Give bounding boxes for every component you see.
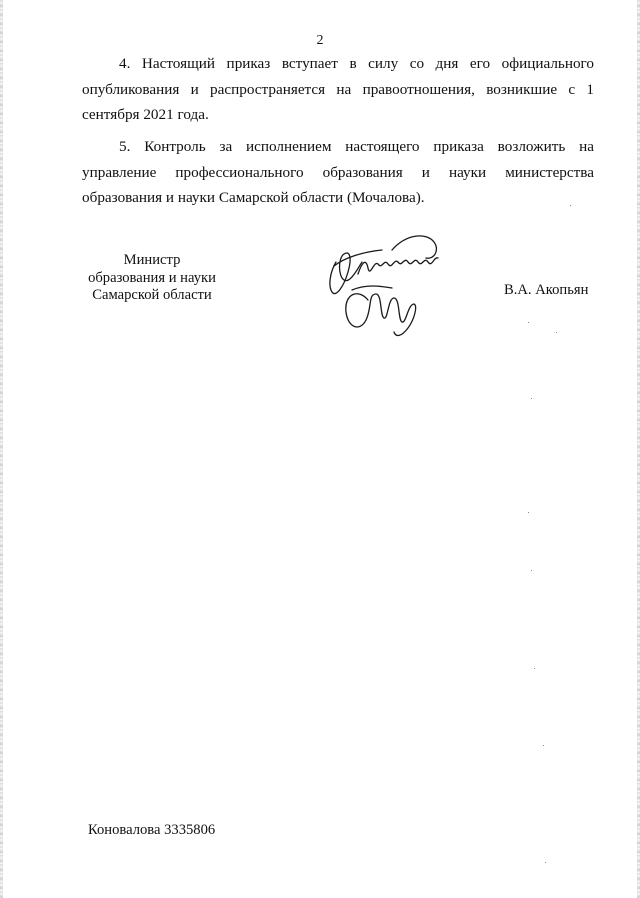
paragraph-item-4: 4. Настоящий приказ вступает в силу со дня его официального опубликования и распространяется на правоотношения, возникшие с 1 сентября 2021 года. [82,55,594,123]
scan-speck [534,668,535,669]
scan-speck [528,512,529,513]
page-number: 2 [316,33,324,48]
signatory-name: В.А. Акопьян [504,282,589,298]
signatory-position-line: образования и науки [88,269,216,286]
scan-edge-left [0,0,3,898]
scan-speck [531,570,532,571]
scan-speck [556,332,557,333]
signatory-position-line: Самарской области [92,287,212,303]
paragraph-item-5: 5. Контроль за исполнением настоящего приказа возложить на управление профессионального образования и науки министерства образования и науки Самарской области (Мочалова). [82,138,594,206]
scan-speck [531,398,532,399]
signatory-position [82,252,222,305]
scan-speck [528,322,529,323]
signatory-position-line: Министр [123,252,181,268]
scan-speck [543,745,544,746]
handwritten-signature [322,228,446,340]
scan-speck [570,205,571,206]
scan-speck [545,862,546,863]
executor-contact: Коновалова 3335806 [88,822,216,838]
